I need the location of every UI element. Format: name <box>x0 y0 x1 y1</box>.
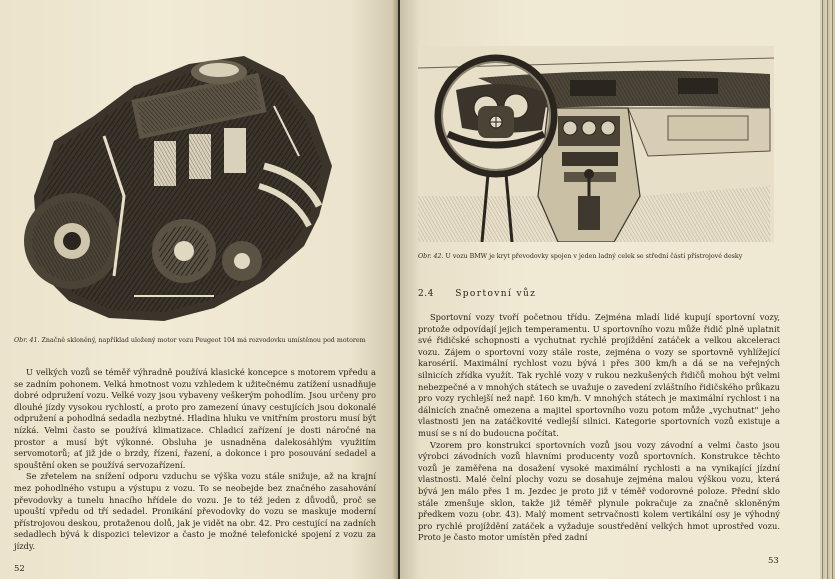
right-body-text <box>418 312 780 544</box>
section-title: Sportovní vůz <box>455 289 537 299</box>
left-page <box>0 0 398 579</box>
paragraph: U velkých vozů se téměř výhradně používá klasické koncepce s motorem vpředu a se zadním pohonem. Velká hmotnost vozu vzhledem k užitečnému zatížení usnadňuje dobré odpružení vozu. Velké vozy jsou vybaveny veškerým pohodlím. Jsou určeny pro dlouhé jízdy vysokou rychlostí, a proto pro zamezení únavy cestujících jsou dokonalé odpružení a pohodlná sedadla nezbytné. Hladina hluku ve vnitřním prostoru musí být nízká. Velmi často se používá klimatizace. Chladicí zařízení je dosti náročné na prostor a musí být výkonné. Obsluha je usnadněna dalekosáhlým využitím servomotorů; ať již jde o brzdy, řízení, řazení, a dokonce i pro posouvání sedadel a spouštění oken se používá servozařízení. <box>14 367 376 470</box>
paragraph: Se zřetelem na snížení odporu vzduchu se výška vozu stále snižuje, až na krajní mez pohodlného vstupu a výstupu z vozu. To se neobejde bez značného zasahování převodovky a tunelu hnacího hřídele do vozu. Je to též jeden z důvodů, proč se upouští vpředu od tří sedadel. Pronikání převodovky do vozu se maskuje moderní přístrojovou deskou, protaženou dolů, jak je vidět na obr. 42. Pro cestující na zadních sedadlech bývá k dispozici televizor a často je možné telefonické spojení z vozu za jízdy. <box>14 471 376 551</box>
section-number: 2.4 <box>418 289 434 299</box>
figure-41-caption <box>14 337 366 345</box>
figure-text: Značně skloněný, například uložený motor vozu Peugeot 104 má rozvodovku umístěnou pod motorem <box>41 337 366 344</box>
right-page <box>400 0 820 579</box>
section-heading <box>418 289 536 299</box>
engine-illustration <box>14 46 344 331</box>
page-number: 53 <box>768 556 779 566</box>
paragraph: Sportovní vozy tvoří početnou třídu. Zejména mladí lidé kupují sportovní vozy, protože odpovídají jejich temperamentu. U sportovního vozu může řidič plně uplatnit své řidičské schopnosti a vychutnat rychlé projíždění zatáček a velkou akceleraci vozu. Zájem o sportovní vozy stále roste, zejména o vozy se sportovně vyhlížející karosérií. Maximální rychlost vozu bývá i přes 300 km/h a dá se na veřejných silnicích zřídka využít. Tak rychlé vozy v rukou nezkušených řidičů mohou být velmi nebezpečné a v mnohých státech se uvažuje o zavedení zvláštního řidičského průkazu pro vozy rychlejší než např. 160 km/h. V mnohých státech je maximální rychlost i na dálnicích značně omezena a majitel sportovního vozu potom může „vychutnat" jeho vlastnosti jen na zatáčkovité vedlejší silnici. Kategorie sportovních vozů existuje a musí se s ní do budoucna počítat. <box>418 312 780 438</box>
paragraph: Vzorem pro konstrukci sportovních vozů jsou vozy závodní a velmi často jsou výrobci závodních vozů hlavními producenty vozů sportovních. Konstrukce těchto vozů je zaměřena na dosažení vysoké maximální rychlosti a na vynikající jízdní vlastnosti. Malé čelní plochy vozu se dosahuje zejména malou výškou vozu, která bývá jen málo přes 1 m. Jezdec je proto již v téměř vodorovné poloze. Přední sklo stále zmenšuje sklon, takže již téměř plynule pokračuje za značně skloněným předkem vozu (obr. 43). Malý moment setrvačnosti kolem vertikální osy je výhodný pro rychlé projíždění zatáček a vyžaduje soustředění velkých hmot uprostřed vozu. Proto je často motor umístěn před zadní <box>418 439 780 543</box>
figure-42-caption <box>418 253 742 261</box>
left-body-text <box>14 367 376 553</box>
page-edges <box>820 0 835 579</box>
page-number: 52 <box>14 564 25 574</box>
figure-label: Obr. 41. <box>14 337 40 344</box>
figure-text: U vozu BMW je kryt převodovky spojen v jeden ladný celek se střední částí přístrojové desky <box>445 253 743 260</box>
dashboard-illustration <box>418 46 774 242</box>
figure-label: Obr. 42. <box>418 253 444 260</box>
